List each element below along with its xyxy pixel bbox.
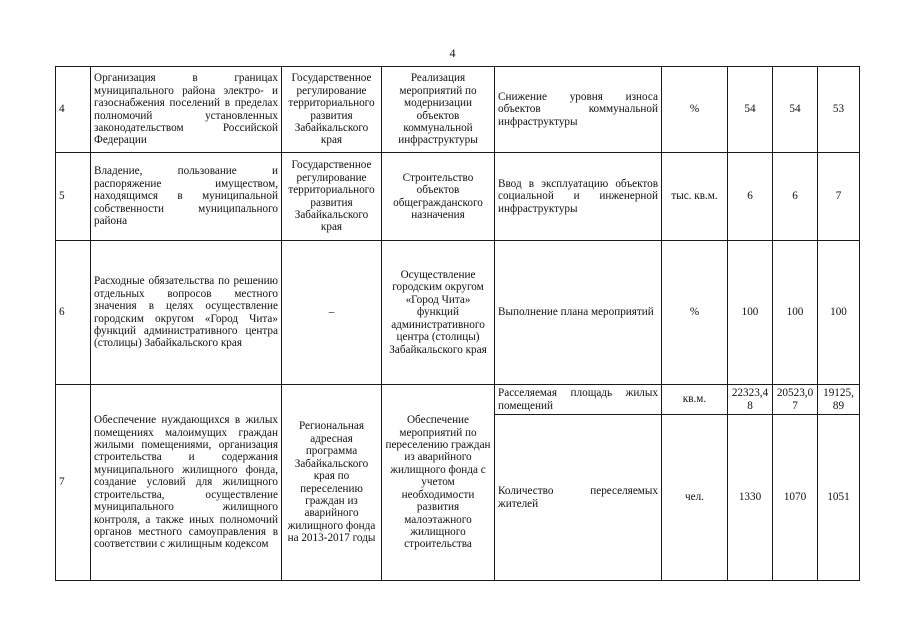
table-row (56, 385, 860, 415)
indicator-value-1: 54 (728, 67, 773, 153)
indicator-value-2: 1070 (773, 415, 818, 581)
indicators-table (55, 66, 860, 581)
measure-cell: Реализация мероприятий по модернизации объектов коммунальной инфраструктуры (382, 67, 495, 153)
indicator-value-1: 6 (728, 153, 773, 241)
indicator-value-2: 54 (773, 67, 818, 153)
indicator-value-3: 19125,89 (818, 385, 860, 415)
authority-cell: Владение, пользование и распоряжение имуществом, находящимся в муниципальной собственности муниципального района (91, 153, 282, 241)
program-cell: Региональная адресная программа Забайкальского края по переселению граждан из аварийного жилищного фонда на 2013-2017 годы (282, 385, 382, 581)
indicator-name: Ввод в эксплуатацию объектов социальной и инженерной инфраструктуры (495, 153, 662, 241)
authority-cell: Расходные обязательства по решению отдельных вопросов местного значения в целях осуществление городским округом «Город Чита» функций административного центра (столицы) Забайкальского края (91, 241, 282, 385)
indicator-unit: тыс. кв.м. (662, 153, 728, 241)
indicator-value-3: 1051 (818, 415, 860, 581)
indicator-value-3: 7 (818, 153, 860, 241)
indicator-unit: % (662, 67, 728, 153)
indicator-unit: % (662, 241, 728, 385)
program-cell: Государственное регулирование территориального развития Забайкальского края (282, 153, 382, 241)
measure-cell: Осуществление городским округом «Город Чита» функций административного центра (столицы) Забайкальского края (382, 241, 495, 385)
row-number: 7 (56, 385, 91, 581)
indicator-value-2: 6 (773, 153, 818, 241)
indicator-value-3: 100 (818, 241, 860, 385)
indicator-value-1: 22323,48 (728, 385, 773, 415)
indicator-name: Расселяемая площадь жилых помещений (495, 385, 662, 415)
row-number: 6 (56, 241, 91, 385)
table-row (56, 241, 860, 385)
indicator-value-2: 20523,07 (773, 385, 818, 415)
indicator-value-3: 53 (818, 67, 860, 153)
authority-cell: Организация в границах муниципального района электро- и газоснабжения поселений в пределах полномочий установленных законодательством Российской Федерации (91, 67, 282, 153)
indicator-value-2: 100 (773, 241, 818, 385)
row-number: 5 (56, 153, 91, 241)
indicator-name: Количество переселяемых жителей (495, 415, 662, 581)
authority-cell: Обеспечение нуждающихся в жилых помещениях малоимущих граждан жилыми помещениями, организация строительства и содержания муниципального жилищного фонда, создание условий для жилищного строительства, осуществление муниципального жилищного контроля, а также иных полномочий органов местного самоуправления в соответствии с жилищным кодексом (91, 385, 282, 581)
indicator-unit: чел. (662, 415, 728, 581)
measure-cell: Обеспечение мероприятий по переселению граждан из аварийного жилищного фонда с учетом необходимости развития малоэтажного жилищного строительства (382, 385, 495, 581)
table-row (56, 67, 860, 153)
page-number: 4 (449, 46, 456, 60)
program-cell: Государственное регулирование территориального развития Забайкальского края (282, 67, 382, 153)
row-number: 4 (56, 67, 91, 153)
program-cell: – (282, 241, 382, 385)
measure-cell: Строительство объектов общегражданского назначения (382, 153, 495, 241)
table-row (56, 153, 860, 241)
indicator-name: Снижение уровня износа объектов коммунальной инфраструктуры (495, 67, 662, 153)
indicator-value-1: 1330 (728, 415, 773, 581)
indicator-value-1: 100 (728, 241, 773, 385)
indicator-unit: кв.м. (662, 385, 728, 415)
indicator-name: Выполнение плана мероприятий (495, 241, 662, 385)
